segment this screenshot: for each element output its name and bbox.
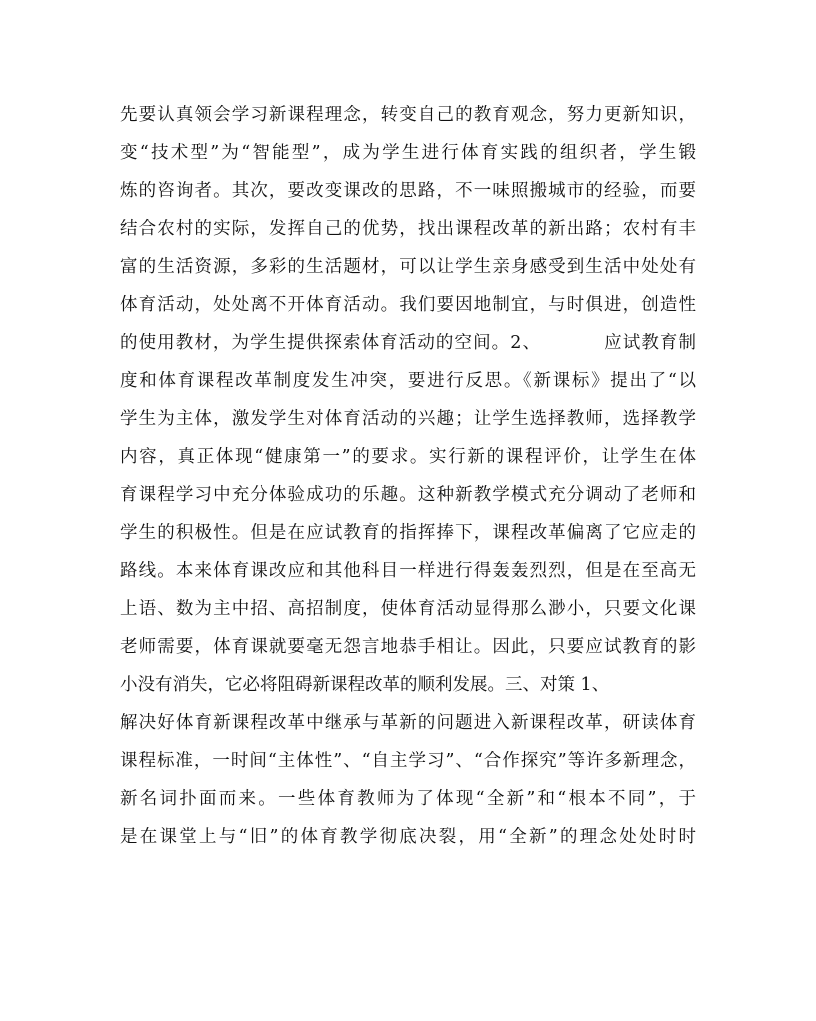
text-line-4: 结合农村的实际，发挥自己的优势，找出课程改革的新出路；农村有丰 — [120, 219, 696, 239]
text-line-9: 学生为主体，激发学生对体育活动的兴趣；让学生选择教师，选择教学 — [120, 409, 696, 429]
text-line-5: 富的生活资源，多彩的生活题材，可以让学生亲身感受到生活中处处有 — [120, 257, 696, 277]
text-line-7 — [120, 329, 696, 357]
text-line-7-head: 的使用教材，为学生提供探索体育活动的空间。2、 — [120, 333, 542, 353]
text-line-8: 度和体育课程改革制度发生冲突，要进行反思。《新课标》提出了“以 — [120, 371, 696, 391]
text-line-19: 新名词扑面而来。一些体育教师为了体现“全新”和“根本不同”，于 — [120, 789, 696, 809]
text-line-7-tail: 应试教育制 — [603, 333, 696, 353]
text-line-15: 老师需要，体育课就要毫无怨言地恭手相让。因此，只要应试教育的影 — [120, 637, 696, 657]
text-line-6: 体育活动，处处离不开体育活动。我们要因地制宜，与时俱进，创造性 — [120, 295, 696, 315]
text-line-17: 解决好体育新课程改革中继承与革新的问题进入新课程改革，研读体育 — [120, 713, 696, 733]
text-line-16: 小没有消失，它必将阻碍新课程改革的顺利发展。三、对策 1、 — [120, 675, 610, 695]
text-line-3: 炼的咨询者。其次，要改变课改的思路，不一味照搬城市的经验，而要 — [120, 181, 696, 201]
text-line-11: 育课程学习中充分体验成功的乐趣。这种新教学模式充分调动了老师和 — [120, 485, 696, 505]
text-line-10: 内容，真正体现“健康第一”的要求。实行新的课程评价，让学生在体 — [120, 447, 696, 467]
text-line-12: 学生的积极性。但是在应试教育的指挥捧下，课程改革偏离了它应走的 — [120, 523, 696, 543]
text-line-13: 路线。本来体育课改应和其他科目一样进行得轰轰烈烈，但是在至高无 — [120, 561, 696, 581]
text-line-1: 先要认真领会学习新课程理念，转变自己的教育观念，努力更新知识， — [120, 105, 696, 125]
text-line-14: 上语、数为主中招、高招制度，使体育活动显得那么渺小，只要文化课 — [120, 599, 696, 619]
text-line-2: 变“技术型”为“智能型”，成为学生进行体育实践的组织者，学生锻 — [120, 143, 696, 163]
text-line-18: 课程标准，一时间“主体性”、“自主学习”、“合作探究”等许多新理念， — [120, 751, 696, 771]
text-line-20: 是在课堂上与“旧”的体育教学彻底决裂，用“全新”的理念处处时时 — [120, 827, 696, 847]
